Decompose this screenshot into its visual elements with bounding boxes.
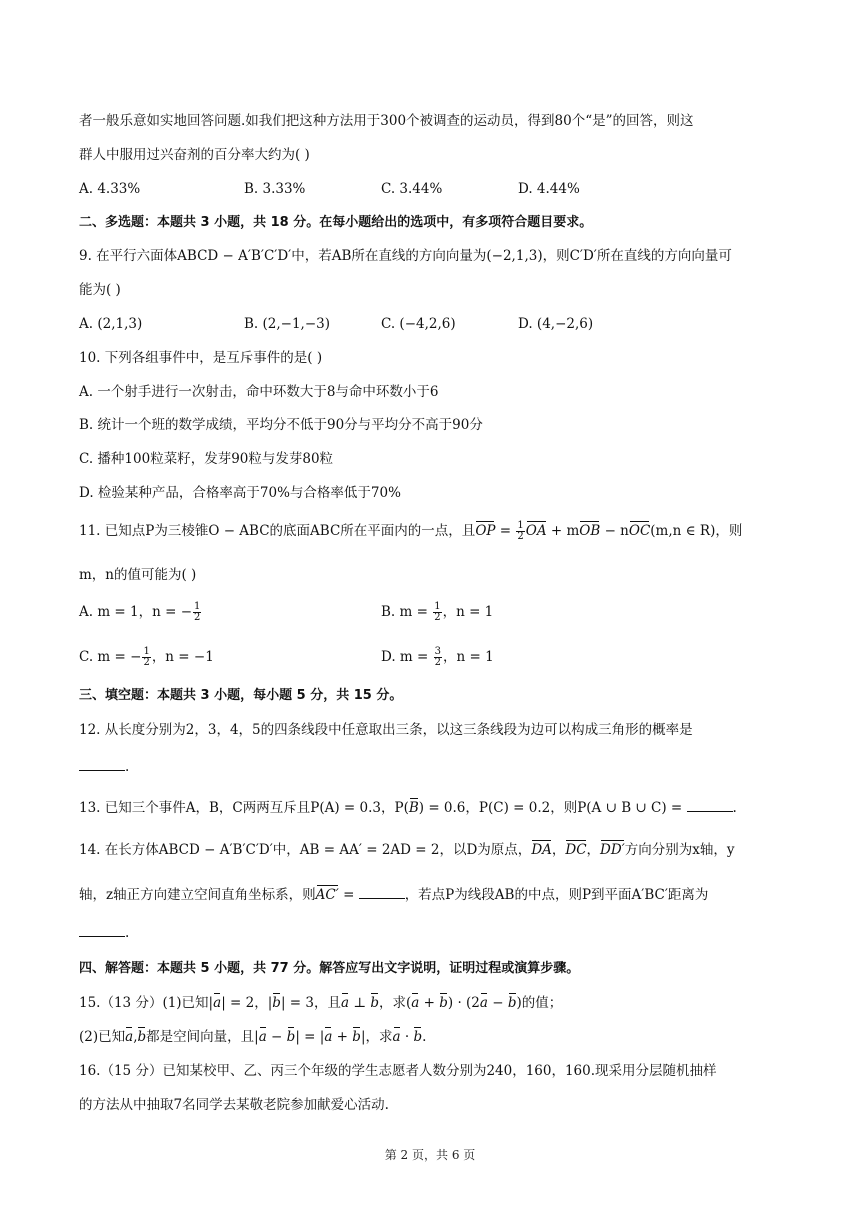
vector-b: b: [413, 1029, 423, 1045]
q12-line1: 12. 从长度分别为2，3，4，5的四条线段中任意取出三条，以这三条线段为边可以构成三角形的概率是: [79, 722, 693, 738]
q15-text: ，求(: [378, 995, 412, 1011]
q9-line1: 9. 在平行六面体ABCD − A′B′C′D′中，若AB所在直线的方向向量为(−2,1,3)，则C′D′所在直线的方向向量可: [79, 248, 732, 264]
section-heading-multiple-choice: 二、多选题：本题共 3 小题，共 18 分。在每小题给出的选项中，有多项符合题目要求。: [79, 215, 593, 230]
vector-b: b: [370, 995, 379, 1011]
vector-b: b: [507, 995, 517, 1011]
equals-sign: =: [338, 887, 359, 903]
comma: ,: [133, 1029, 138, 1045]
q11-condition: (m,n ∈ R)，则: [650, 523, 743, 539]
q8-option-b: B. 3.33%: [244, 181, 306, 197]
period: .: [125, 925, 130, 941]
minus-sign: −: [266, 1029, 287, 1045]
q15-text: ) · (2: [447, 995, 480, 1011]
fraction-denominator: 2: [194, 612, 201, 623]
q15-text: 15.（13 分）(1)已知|: [79, 995, 214, 1011]
fraction: [434, 647, 442, 668]
q11-option-d: [381, 647, 494, 668]
plus-sign: +: [332, 1029, 353, 1045]
q14-line1: [79, 840, 800, 860]
plus-sign: +: [419, 995, 440, 1011]
q11-option-b-text: B. m =: [381, 604, 433, 620]
q16-line1: 16.（15 分）已知某校甲、乙、丙三个年级的学生志愿者人数分别为240，160，160.现采用分层随机抽样: [79, 1063, 717, 1079]
vector-oa: OA: [525, 523, 547, 539]
vector-a: a: [411, 995, 420, 1011]
q15-text: |，求: [360, 1029, 393, 1045]
q15-text: | = 3，且: [280, 995, 341, 1011]
q11-stem-text: 11. 已知点P为三棱锥O − ABC的底面ABC所在平面内的一点，且: [79, 523, 476, 539]
q14-text-c: 轴，z轴正方向建立空间直角坐标系，则: [79, 887, 316, 903]
q11-option-b-tail: ，n = 1: [442, 604, 494, 620]
q10-option-c: C. 播种100粒菜籽，发芽90粒与发芽80粒: [79, 451, 334, 467]
fraction-denominator: 2: [143, 657, 150, 668]
section-heading-fill-in: 三、填空题：本题共 3 小题，每小题 5 分，共 15 分。: [79, 688, 403, 703]
fraction: [433, 602, 441, 623]
q10-option-b: B. 统计一个班的数学成绩，平均分不低于90分与平均分不高于90分: [79, 417, 483, 433]
fraction-numerator: 1: [194, 601, 201, 612]
period: .: [125, 759, 130, 775]
q11-option-c: [79, 647, 214, 668]
vector-a: a: [125, 1029, 134, 1045]
vector-a: a: [258, 1029, 267, 1045]
q11-line1: [79, 521, 800, 542]
vector-op: OP: [475, 523, 496, 539]
minus-n: − n: [600, 523, 629, 539]
q15-line1: [79, 993, 800, 1013]
q13-line: [79, 797, 800, 818]
q8-option-a: A. 4.33%: [79, 181, 141, 197]
vector-a: a: [392, 1029, 401, 1045]
vector-b: b: [352, 1029, 361, 1045]
q10-option-a: A. 一个射手进行一次射击，命中环数大于8与命中环数小于6: [79, 384, 439, 400]
fraction-numerator: 1: [143, 646, 150, 657]
page-footer: 第 2 页，共 6 页: [384, 1148, 476, 1162]
fraction-numerator: 1: [517, 520, 524, 531]
fraction-one-half: [516, 521, 524, 542]
q14-line3: [79, 922, 800, 943]
q15-text: (2)已知: [79, 1029, 126, 1045]
q14-line2: [79, 884, 800, 905]
vector-b: b: [272, 995, 281, 1011]
fraction-denominator: 2: [434, 612, 441, 623]
q10-stem: 10. 下列各组事件中，是互斥事件的是( ): [79, 350, 323, 366]
q11-option-c-tail: ，n = −1: [151, 649, 214, 665]
q11-option-b: [381, 602, 493, 623]
vector-da: DA: [531, 842, 552, 858]
q12-line2: [79, 756, 800, 777]
q9-option-c: C. (−4,2,6): [381, 316, 456, 332]
q15-text: | = 2，|: [221, 995, 273, 1011]
q11-option-a: [79, 602, 202, 623]
vector-a: a: [213, 995, 222, 1011]
minus-sign: −: [487, 995, 508, 1011]
fraction-denominator: 2: [517, 531, 524, 542]
fraction-numerator: 3: [434, 646, 441, 657]
vector-dd1: DD′: [600, 842, 625, 858]
q9-option-a: A. (2,1,3): [79, 316, 143, 332]
q9-option-b: B. (2,−1,−3): [244, 316, 331, 332]
q15-text: )的值；: [516, 995, 563, 1011]
q15-text: | = |: [295, 1029, 325, 1045]
q11-option-c-text: C. m = −: [79, 649, 142, 665]
q16-line2: 的方法从中抽取7名同学去某敬老院参加献爱心活动.: [79, 1097, 389, 1113]
vector-ac1: AC′: [315, 887, 339, 903]
answer-blank[interactable]: [359, 884, 405, 899]
q14-text-d: ，若点P为线段AB的中点，则P到平面A′BC′距离为: [404, 887, 709, 903]
plus-m: + m: [546, 523, 580, 539]
vector-a: a: [324, 1029, 333, 1045]
separator: ，: [586, 842, 601, 858]
equals-sign: =: [495, 523, 516, 539]
q15-line2: [79, 1027, 800, 1047]
q11-option-a-text: A. m = 1，n = −: [79, 604, 193, 620]
q9-option-d: D. (4,−2,6): [518, 316, 594, 332]
fraction-denominator: 2: [434, 657, 441, 668]
q8-line1: 者一般乐意如实地回答问题.如我们把这种方法用于300个被调查的运动员，得到80个“是”的回答，则这: [79, 113, 694, 129]
dot-sign: ·: [400, 1029, 414, 1045]
q14-text-b: 方向分别为x轴，y: [624, 842, 735, 858]
fraction: [142, 647, 150, 668]
separator: ，: [551, 842, 566, 858]
fraction-numerator: 1: [434, 601, 441, 612]
vector-oc: OC: [628, 523, 651, 539]
q13-text-b: ) = 0.6，P(C) = 0.2，则P(A ∪ B ∪ C) =: [418, 800, 687, 816]
vector-dc: DC: [565, 842, 587, 858]
q13-text-a: 13. 已知三个事件A，B，C两两互斥且P(A) = 0.3，P(: [79, 800, 409, 816]
period: .: [422, 1029, 427, 1045]
q9-line2: 能为( ): [79, 282, 121, 298]
vector-a: a: [340, 995, 350, 1011]
answer-blank[interactable]: [687, 797, 733, 812]
vector-b: b: [439, 995, 448, 1011]
section-heading-solutions: 四、解答题：本题共 5 小题，共 77 分。解答应写出文字说明，证明过程或演算步骤。: [79, 961, 580, 976]
vector-ob: OB: [579, 523, 601, 539]
answer-blank[interactable]: [79, 922, 125, 937]
b-complement: B: [408, 800, 419, 816]
q8-line2: 群人中服用过兴奋剂的百分率大约为( ): [79, 147, 310, 163]
q8-option-c: C. 3.44%: [381, 181, 443, 197]
vector-b: b: [137, 1029, 147, 1045]
vector-a: a: [479, 995, 488, 1011]
q11-line2: m，n的值可能为( ): [79, 567, 197, 583]
fraction: [193, 602, 201, 623]
q15-text: 都是空间向量，且|: [146, 1029, 259, 1045]
q10-option-d: D. 检验某种产品，合格率高于70%与合格率低于70%: [79, 485, 401, 501]
answer-blank[interactable]: [79, 756, 125, 771]
q8-option-d: D. 4.44%: [518, 181, 580, 197]
q14-text-a: 14. 在长方体ABCD − A′B′C′D′中，AB = AA′ = 2AD = 2，以D为原点，: [79, 842, 532, 858]
perp-sign: ⊥: [349, 995, 371, 1011]
q11-option-d-tail: ，n = 1: [443, 649, 494, 665]
vector-b: b: [286, 1029, 296, 1045]
period: .: [732, 800, 737, 816]
q11-option-d-text: D. m =: [381, 649, 433, 665]
